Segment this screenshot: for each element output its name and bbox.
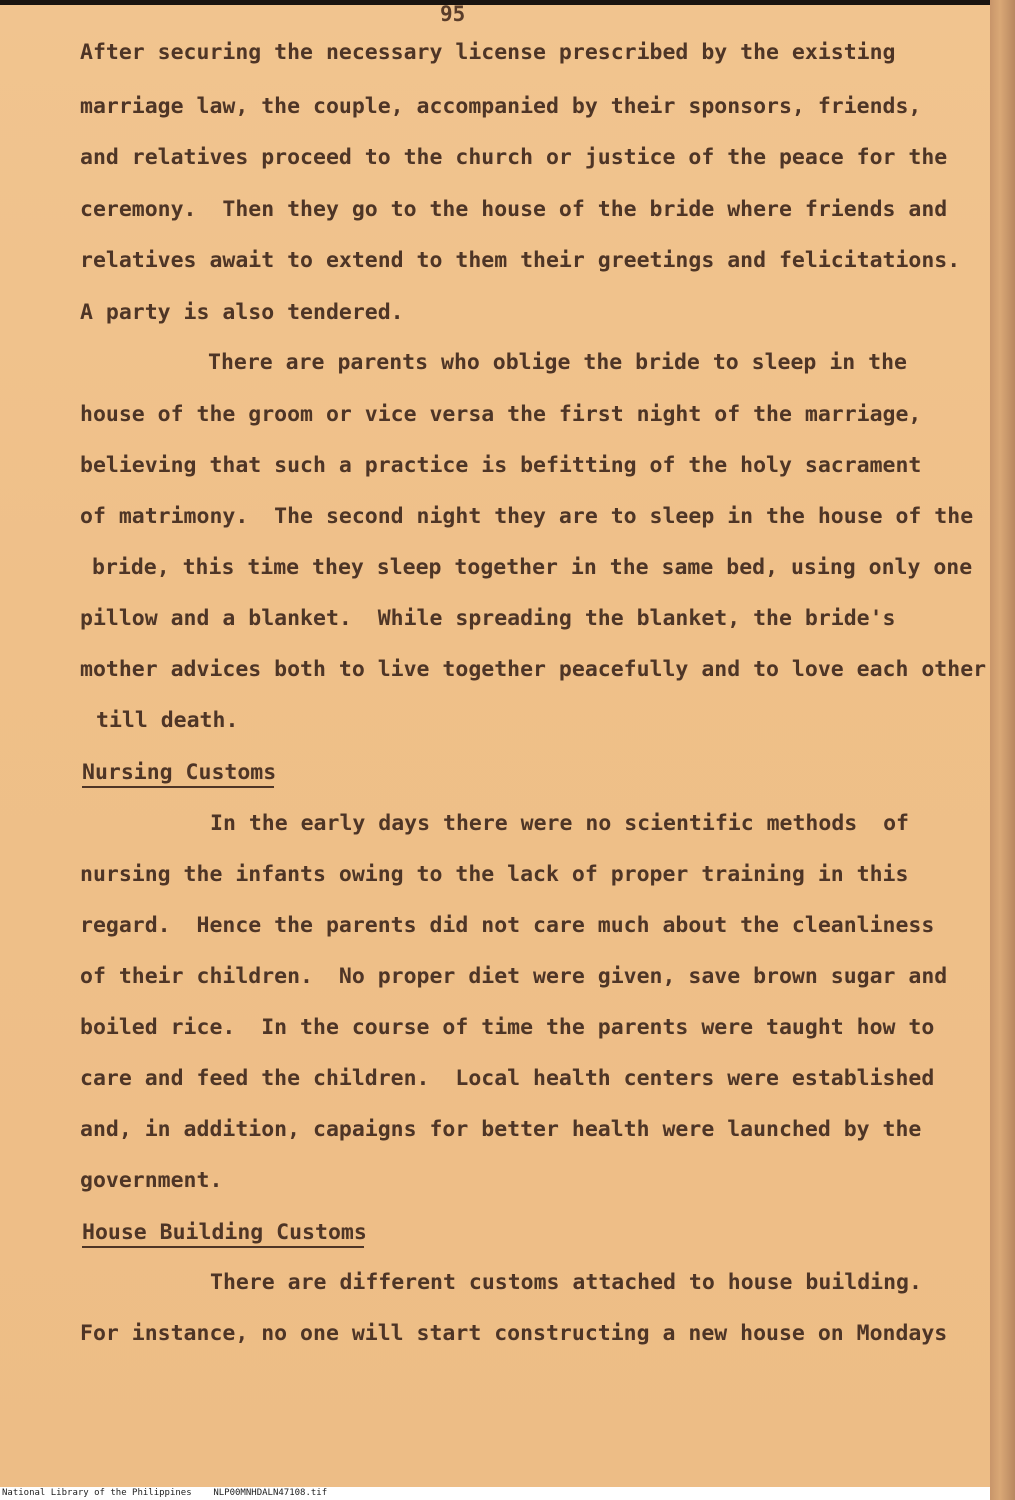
text-line: till death.: [96, 708, 239, 733]
text-line: There are different customs attached to house building.: [210, 1270, 922, 1295]
document-page: [0, 5, 990, 1487]
text-line: There are parents who oblige the bride to sleep in the: [208, 350, 907, 375]
text-line: nursing the infants owing to the lack of proper training in this: [80, 862, 909, 887]
text-line: ceremony. Then they go to the house of the bride where friends and: [80, 197, 948, 222]
page-number: 95: [440, 2, 466, 26]
heading-underline: [82, 786, 274, 788]
text-line: A party is also tendered.: [80, 300, 404, 325]
text-line: regard. Hence the parents did not care much about the cleanliness: [80, 913, 935, 938]
text-line: For instance, no one will start constructing a new house on Mondays: [80, 1321, 948, 1346]
text-line: and, in addition, capaigns for better health were launched by the: [80, 1117, 922, 1142]
text-line: boiled rice. In the course of time the parents were taught how to: [80, 1015, 935, 1040]
text-line: marriage law, the couple, accompanied by their sponsors, friends,: [80, 94, 922, 119]
text-line: bride, this time they sleep together in the same bed, using only one: [92, 555, 973, 580]
scan-top-border: [0, 0, 990, 5]
text-line: of their children. No proper diet were given, save brown sugar and: [80, 964, 948, 989]
text-line: and relatives proceed to the church or justice of the peace for the: [80, 145, 948, 170]
section-heading-nursing: Nursing Customs: [82, 760, 277, 785]
text-line: relatives await to extend to them their greetings and felicitations.: [80, 248, 961, 273]
book-page-edge: [990, 0, 1015, 1500]
text-line: government.: [80, 1168, 223, 1193]
footer-caption: [2, 1488, 327, 1498]
text-line: care and feed the children. Local health centers were established: [80, 1066, 935, 1091]
text-line: pillow and a blanket. While spreading the blanket, the bride's: [80, 606, 896, 631]
text-line: of matrimony. The second night they are to sleep in the house of the: [80, 504, 974, 529]
text-line: house of the groom or vice versa the first night of the marriage,: [80, 402, 922, 427]
footer-library: National Library of the Philippines: [2, 1488, 192, 1498]
footer-file: NLP00MNHDALN47108.tif: [213, 1488, 328, 1498]
section-heading-house-building: House Building Customs: [82, 1220, 367, 1245]
text-line: After securing the necessary license prescribed by the existing: [80, 40, 896, 65]
text-line: In the early days there were no scientific methods of: [210, 811, 909, 836]
heading-underline: [82, 1246, 364, 1248]
text-line: believing that such a practice is befitting of the holy sacrament: [80, 453, 922, 478]
text-line: mother advices both to live together peacefully and to love each other: [80, 657, 987, 682]
